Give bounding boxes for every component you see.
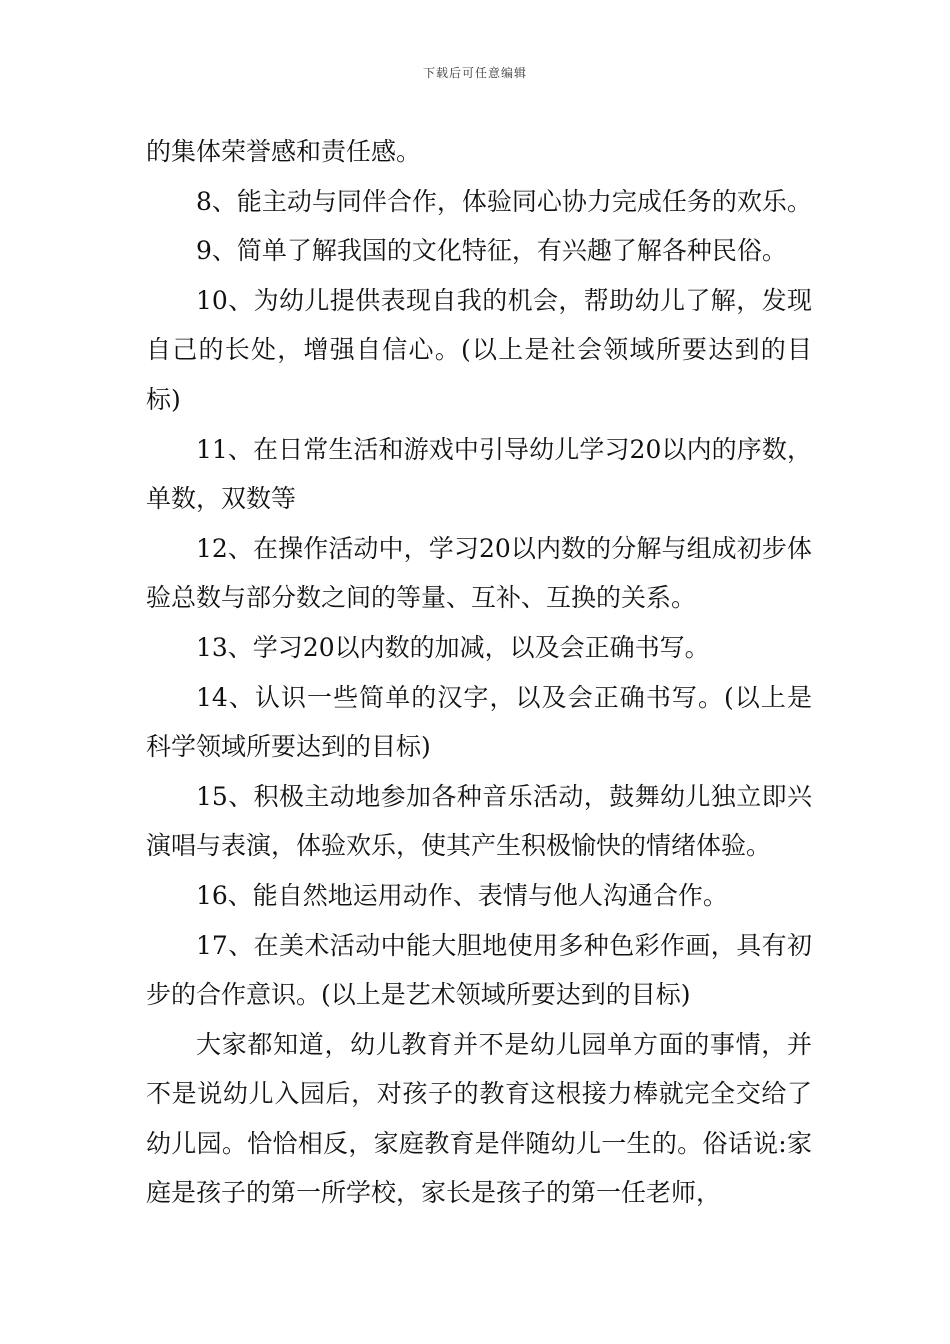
paragraph-item-10: 10、为幼儿提供表现自我的机会，帮助幼儿了解，发现自己的长处，增强自信心。(以上是社会领域所要达到的目标) [146,285,812,414]
paragraph-item-13: 13、学习20以内数的加减，以及会正确书写。 [196,632,710,662]
paragraph-item-8: 8、能主动与同伴合作，体验同心协力完成任务的欢乐。 [196,186,812,216]
header-watermark: 下载后可任意编辑 [422,66,527,80]
paragraph-item-15: 15、积极主动地参加各种音乐活动，鼓舞幼儿独立即兴演唱与表演，体验欢乐，使其产生积极愉快的情绪体验。 [146,781,812,861]
paragraph-item-16: 16、能自然地运用动作、表情与他人沟通合作。 [196,880,728,910]
paragraph-item-9: 9、简单了解我国的文化特征，有兴趣了解各种民俗。 [196,236,787,266]
paragraph-item-12: 12、在操作活动中，学习20以内数的分解与组成初步体验总数与部分数之间的等量、互补、互换的关系。 [146,533,812,613]
body-text [146,127,812,1218]
paragraph-continuation: 的集体荣誉感和责任感。 [146,137,422,166]
paragraph-item-14: 14、认识一些简单的汉字，以及会正确书写。(以上是科学领域所要达到的目标) [146,682,812,762]
paragraph-family-education: 大家都知道，幼儿教育并不是幼儿园单方面的事情，并不是说幼儿入园后，对孩子的教育这根接力棒就完全交给了幼儿园。恰恰相反，家庭教育是伴随幼儿一生的。俗话说:家庭是孩子的第一所学校，家长是孩子的第一任老师， [146,1029,812,1208]
paragraph-item-11: 11、在日常生活和游戏中引导幼儿学习20以内的序数，单数，双数等 [146,434,812,514]
paragraph-item-17: 17、在美术活动中能大胆地使用多种色彩作画，具有初步的合作意识。(以上是艺术领域所要达到的目标) [146,930,812,1010]
